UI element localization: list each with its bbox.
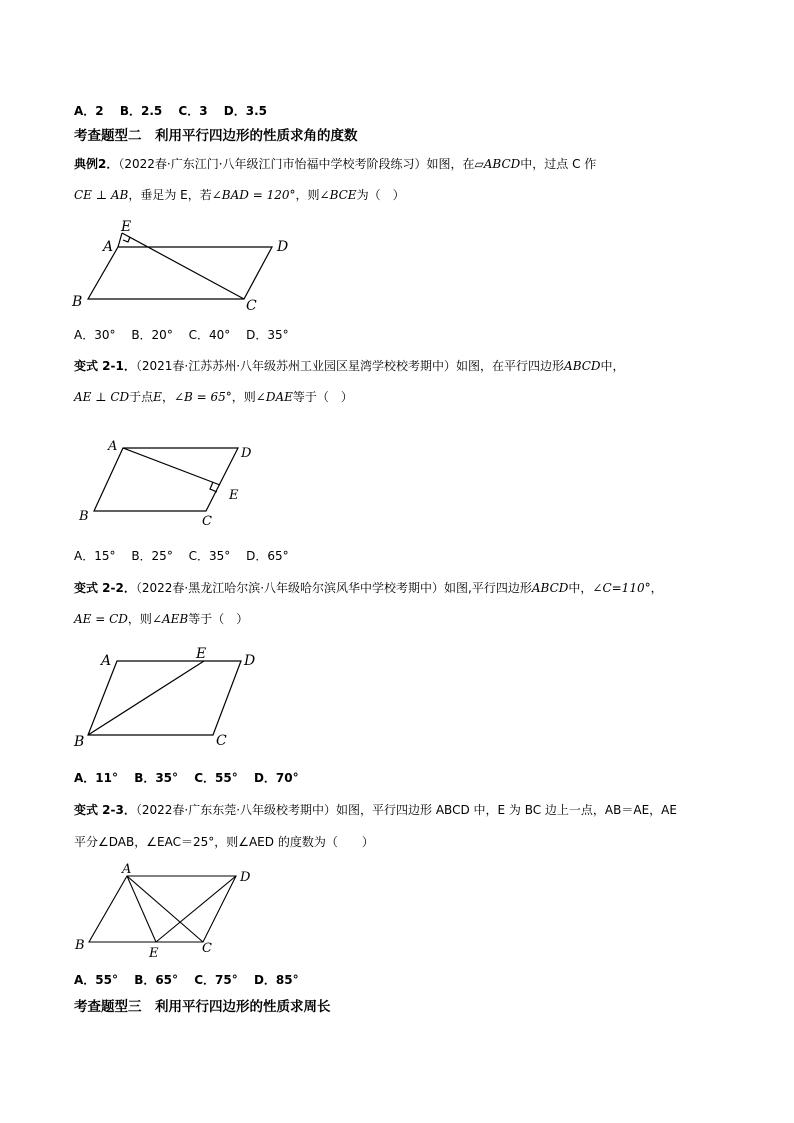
v21-right-angle-mark [210, 482, 217, 492]
ex2-option-a: A．30° [74, 328, 116, 342]
v21-tail: 中， [600, 359, 625, 373]
v23-label-e: E [149, 946, 159, 961]
ex2-label-d: D [277, 239, 289, 255]
v22-tail: ， [650, 581, 663, 595]
v22-label-e: E [196, 646, 207, 662]
section2-heading: 考查题型二 利用平行四边形的性质求角的度数 [74, 128, 358, 144]
v23-line2: 平分∠DAB，∠EAC＝25°，则∠AED 的度数为（ ） [74, 835, 374, 849]
top-options-row [74, 103, 279, 119]
ex2-source: （2022春·广东江门·八年级江门市怡福中学校考阶段练习）如图，在 [118, 157, 475, 171]
ex2-line2 [74, 187, 405, 203]
ex2-angle-bce: ∠BCE [319, 188, 357, 202]
v22-line1 [74, 580, 663, 596]
v21-line2 [74, 389, 353, 405]
v22-label-a: A [101, 653, 112, 669]
v21-text-h: 等于（ ） [292, 390, 353, 404]
v21-segment-ae [123, 448, 220, 485]
v22-options-row [74, 770, 311, 786]
v21-angle-b: ∠B = 65° [173, 390, 232, 404]
v21-option-d: D．65° [246, 549, 289, 563]
v22-angle-c: ∠C=110° [592, 581, 651, 595]
ex2-options-row [74, 327, 301, 343]
ex2-label-a: A [103, 239, 114, 255]
ex2-ce-perp-ab: CE ⊥ AB [74, 188, 129, 202]
v23-option-b: B．65° [134, 973, 179, 987]
v21-parallelogram [94, 448, 238, 511]
v22-segment-be [88, 661, 204, 735]
v21-label-d: D [241, 446, 252, 461]
v21-text-d: ， [161, 390, 174, 404]
v21-text-f: ，则 [231, 390, 256, 404]
v22-option-c: C．55° [194, 771, 238, 785]
v22-lead: 变式 2-2． [74, 581, 136, 595]
v21-label-b: B [79, 509, 89, 524]
v21-source: （2021春·江苏苏州·八年级苏州工业园区星湾学校校考期中）如图，在平行四边形 [135, 359, 565, 373]
v22-option-a: A．11° [74, 771, 118, 785]
v23-options-row [74, 972, 311, 988]
v22-label-c: C [216, 733, 227, 749]
v22-angle-aeb: ∠AEB [151, 612, 189, 626]
ex2-parallelogram [88, 247, 272, 299]
v21-option-a: A．15° [74, 549, 116, 563]
v23-line1 [74, 802, 677, 818]
ex2-line1 [74, 156, 596, 172]
v21-text-b: 于点 [129, 390, 154, 404]
ex2-option-c: C．40° [188, 328, 231, 342]
v21-label-a: A [108, 439, 118, 454]
top-option-d: D．3.5 [223, 104, 268, 118]
v22-label-d: D [244, 653, 256, 669]
v21-lead: 变式 2-1． [74, 359, 136, 373]
v23-lead: 变式 2-3． [74, 803, 136, 817]
v23-label-c: C [202, 941, 212, 956]
v21-options-row [74, 548, 301, 564]
v23-segment-ac [127, 876, 203, 942]
top-option-a: A．2 [74, 104, 104, 118]
ex2-segment-ec [122, 233, 244, 299]
v21-ae-perp-cd: AE ⊥ CD [74, 390, 130, 404]
ex2-text-d: ，则 [295, 188, 320, 202]
v21-label-e: E [229, 488, 239, 503]
v22-option-d: D．70° [253, 771, 299, 785]
v22-parallelogram [88, 661, 241, 735]
ex2-lead: 典例2． [74, 157, 119, 171]
v22-quad: ABCD [531, 581, 569, 595]
v22-text-b: ，则 [127, 612, 152, 626]
ex2-right-angle-mark [123, 237, 130, 242]
v22-ae-eq-cd: AE = CD [74, 612, 128, 626]
v21-line1 [74, 358, 625, 374]
v23-segment-ae [127, 876, 156, 942]
ex2-angle-bad: ∠BAD = 120° [211, 188, 296, 202]
ex2-text-b: ，垂足为 E，若 [128, 188, 212, 202]
ex2-option-d: D．35° [246, 328, 289, 342]
section3-heading: 考查题型三 利用平行四边形的性质求周长 [74, 999, 331, 1015]
v22-text-d: 等于（ ） [188, 612, 249, 626]
v23-option-c: C．75° [194, 973, 238, 987]
ex2-label-b: B [72, 294, 83, 310]
v22-mid: 中， [568, 581, 593, 595]
ex2-text-f: 为（ ） [356, 188, 405, 202]
v23-text1: （2022春·广东东莞·八年级校考期中）如图，平行四边形 ABCD 中，E 为 BC 边上一点，AB＝AE，AE [135, 803, 677, 817]
ex2-segment-ea [118, 233, 122, 247]
v21-option-b: B．25° [131, 549, 173, 563]
v23-label-a: A [122, 862, 132, 877]
top-option-c: C．3 [178, 104, 208, 118]
ex2-label-e: E [121, 219, 132, 235]
ex2-para-symbol: ▱ [474, 157, 484, 171]
v21-quad: ABCD [564, 359, 601, 373]
v22-option-b: B．35° [134, 771, 179, 785]
v22-label-b: B [74, 734, 85, 750]
v23-parallelogram [89, 876, 236, 942]
v23-label-b: B [75, 938, 85, 953]
v21-label-c: C [202, 514, 212, 529]
ex2-quad: ABCD [483, 157, 521, 171]
v23-option-d: D．85° [253, 973, 299, 987]
top-option-b: B．2.5 [119, 104, 163, 118]
v23-option-a: A．55° [74, 973, 118, 987]
ex2-label-c: C [246, 298, 257, 314]
ex2-mid: 中，过点 C 作 [520, 157, 597, 171]
v21-point-e: E [153, 390, 162, 404]
v21-angle-dae: ∠DAE [255, 390, 293, 404]
v23-segment-ed [156, 876, 236, 942]
v21-option-c: C．35° [188, 549, 231, 563]
v23-label-d: D [240, 870, 251, 885]
ex2-option-b: B．20° [131, 328, 173, 342]
v22-line2 [74, 611, 248, 627]
v22-source: （2022春·黑龙江哈尔滨·八年级哈尔滨风华中学校考期中）如图,平行四边形 [135, 581, 532, 595]
